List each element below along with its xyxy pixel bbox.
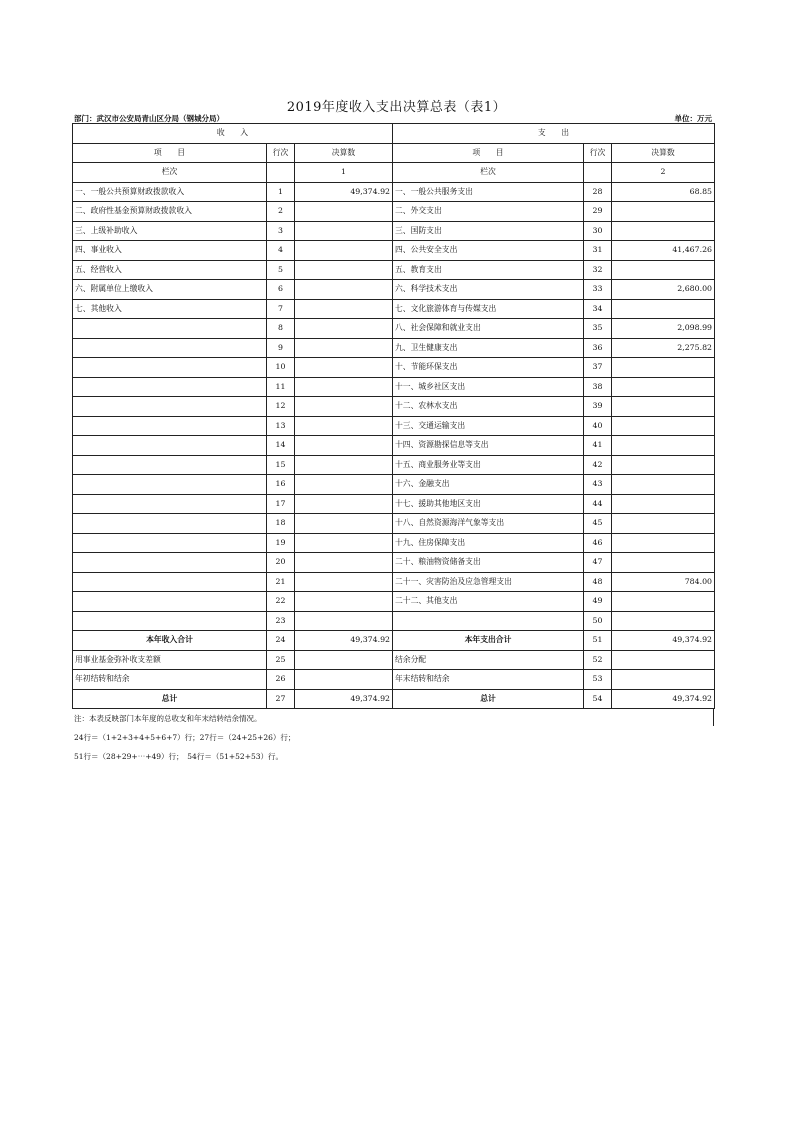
income-amount-cell: [295, 397, 393, 417]
income-row-no-cell: 7: [267, 299, 295, 319]
budget-summary-table: [72, 123, 715, 709]
income-amount-cell: 49,374.92: [295, 182, 393, 202]
table-row: [73, 338, 715, 358]
income-item-cell: [73, 358, 267, 378]
table-row: [73, 494, 715, 514]
empty-cell: [267, 163, 295, 183]
income-row-no-cell: 10: [267, 358, 295, 378]
expense-amount-cell: [612, 475, 715, 495]
expense-amount-cell: [612, 514, 715, 534]
table-edge-line: [713, 708, 714, 726]
total-income-amount-cell: [295, 670, 393, 690]
expense-row-no-header: 行次: [584, 143, 612, 163]
total-income-row-no-cell: 25: [267, 650, 295, 670]
total-expense-row-no-cell: 51: [584, 631, 612, 651]
income-amount-cell: [295, 299, 393, 319]
total-row: [73, 631, 715, 651]
income-section-header: 收 入: [73, 124, 393, 144]
table-row: [73, 592, 715, 612]
table-row: [73, 397, 715, 417]
expense-amount-cell: [612, 397, 715, 417]
expense-item-cell: 十九、住房保障支出: [393, 533, 584, 553]
expense-amount-cell: 2,275.82: [612, 338, 715, 358]
expense-item-cell: 一、一般公共服务支出: [393, 182, 584, 202]
income-amount-cell: [295, 553, 393, 573]
income-amount-cell: [295, 475, 393, 495]
expense-item-cell: 二十二、其他支出: [393, 592, 584, 612]
expense-amount-header: 决算数: [612, 143, 715, 163]
expense-amount-cell: 2,098.99: [612, 319, 715, 339]
expense-amount-cell: [612, 202, 715, 222]
table-row: [73, 260, 715, 280]
expense-item-cell: 二、外交支出: [393, 202, 584, 222]
income-amount-cell: [295, 280, 393, 300]
table-row: [73, 455, 715, 475]
total-expense-amount-cell: 49,374.92: [612, 631, 715, 651]
income-item-cell: [73, 533, 267, 553]
total-expense-amount-cell: [612, 670, 715, 690]
expense-column-label: 栏次: [393, 163, 584, 183]
expense-amount-cell: [612, 377, 715, 397]
income-item-cell: 四、事业收入: [73, 241, 267, 261]
expense-row-no-cell: 35: [584, 319, 612, 339]
expense-amount-cell: [612, 494, 715, 514]
expense-item-cell: 二十一、灾害防治及应急管理支出: [393, 572, 584, 592]
expense-amount-cell: [612, 416, 715, 436]
income-row-no-cell: 16: [267, 475, 295, 495]
expense-amount-cell: 2,680.00: [612, 280, 715, 300]
table-row: [73, 280, 715, 300]
income-item-cell: [73, 514, 267, 534]
total-expense-row-no-cell: 54: [584, 689, 612, 709]
expense-amount-cell: [612, 611, 715, 631]
income-row-no-cell: 2: [267, 202, 295, 222]
income-amount-cell: [295, 338, 393, 358]
total-income-row-no-cell: 26: [267, 670, 295, 690]
income-item-cell: [73, 397, 267, 417]
total-income-item-cell: 用事业基金弥补收支差额: [73, 650, 267, 670]
expense-column-number: 2: [612, 163, 715, 183]
income-amount-cell: [295, 319, 393, 339]
income-row-no-cell: 8: [267, 319, 295, 339]
expense-row-no-cell: 32: [584, 260, 612, 280]
expense-row-no-cell: 43: [584, 475, 612, 495]
column-number-row: [73, 163, 715, 183]
note-line: 51行＝（28+29+⋯+49）行； 54行＝（51+52+53）行。: [74, 752, 284, 761]
expense-row-no-cell: 46: [584, 533, 612, 553]
table-row: [73, 241, 715, 261]
table-row: [73, 514, 715, 534]
expense-row-no-cell: 28: [584, 182, 612, 202]
table-row: [73, 436, 715, 456]
income-row-no-cell: 6: [267, 280, 295, 300]
income-item-cell: [73, 611, 267, 631]
expense-row-no-cell: 33: [584, 280, 612, 300]
note-line: 注：本表反映部门本年度的总收支和年末结转结余情况。: [74, 714, 262, 723]
income-amount-cell: [295, 241, 393, 261]
total-expense-amount-cell: [612, 650, 715, 670]
total-row: [73, 670, 715, 690]
income-item-cell: 五、经营收入: [73, 260, 267, 280]
total-expense-item-cell: 本年支出合计: [393, 631, 584, 651]
page-title: 2019年度收入支出决算总表（表1）: [286, 100, 507, 115]
income-item-cell: [73, 416, 267, 436]
expense-amount-cell: [612, 299, 715, 319]
total-expense-item-cell: 总计: [393, 689, 584, 709]
expense-item-cell: 十七、援助其他地区支出: [393, 494, 584, 514]
table-row: [73, 533, 715, 553]
income-amount-cell: [295, 221, 393, 241]
income-amount-cell: [295, 455, 393, 475]
expense-amount-cell: [612, 533, 715, 553]
income-amount-cell: [295, 416, 393, 436]
table-row: [73, 475, 715, 495]
expense-item-cell: 十八、自然资源海洋气象等支出: [393, 514, 584, 534]
total-income-item-cell: 年初结转和结余: [73, 670, 267, 690]
expense-row-no-cell: 44: [584, 494, 612, 514]
income-column-number: 1: [295, 163, 393, 183]
income-row-no-cell: 4: [267, 241, 295, 261]
department-label: 部门：武汉市公安局青山区分局（钢城分局）: [74, 114, 224, 123]
table-row: [73, 553, 715, 573]
table-row: [73, 611, 715, 631]
income-row-no-cell: 19: [267, 533, 295, 553]
income-row-no-cell: 11: [267, 377, 295, 397]
income-item-cell: 一、一般公共预算财政拨款收入: [73, 182, 267, 202]
expense-row-no-cell: 40: [584, 416, 612, 436]
income-row-no-cell: 3: [267, 221, 295, 241]
expense-row-no-cell: 31: [584, 241, 612, 261]
total-expense-row-no-cell: 53: [584, 670, 612, 690]
expense-item-cell: 三、国防支出: [393, 221, 584, 241]
income-column-label: 栏次: [73, 163, 267, 183]
income-row-no-cell: 1: [267, 182, 295, 202]
income-amount-cell: [295, 202, 393, 222]
income-amount-cell: [295, 377, 393, 397]
income-item-cell: [73, 475, 267, 495]
total-expense-item-cell: 年末结转和结余: [393, 670, 584, 690]
income-row-no-cell: 18: [267, 514, 295, 534]
table-row: [73, 377, 715, 397]
expense-row-no-cell: 36: [584, 338, 612, 358]
income-row-no-cell: 23: [267, 611, 295, 631]
income-item-cell: 六、附属单位上缴收入: [73, 280, 267, 300]
expense-amount-cell: 68.85: [612, 182, 715, 202]
section-header-row: [73, 124, 715, 144]
income-row-no-cell: 14: [267, 436, 295, 456]
total-income-row-no-cell: 27: [267, 689, 295, 709]
expense-row-no-cell: 45: [584, 514, 612, 534]
total-income-item-cell: 本年收入合计: [73, 631, 267, 651]
total-row: [73, 650, 715, 670]
income-item-header: 项 目: [73, 143, 267, 163]
income-item-cell: [73, 494, 267, 514]
income-item-cell: 七、其他收入: [73, 299, 267, 319]
total-row: [73, 689, 715, 709]
table-row: [73, 319, 715, 339]
income-item-cell: [73, 572, 267, 592]
income-amount-cell: [295, 358, 393, 378]
income-item-cell: [73, 319, 267, 339]
table-row: [73, 416, 715, 436]
expense-item-cell: 四、公共安全支出: [393, 241, 584, 261]
expense-row-no-cell: 49: [584, 592, 612, 612]
total-income-item-cell: 总计: [73, 689, 267, 709]
expense-row-no-cell: 38: [584, 377, 612, 397]
expense-amount-cell: [612, 221, 715, 241]
income-row-no-cell: 22: [267, 592, 295, 612]
table-row: [73, 221, 715, 241]
income-row-no-cell: 21: [267, 572, 295, 592]
expense-amount-cell: [612, 455, 715, 475]
income-amount-cell: [295, 533, 393, 553]
expense-amount-cell: [612, 553, 715, 573]
total-income-amount-cell: [295, 650, 393, 670]
expense-item-cell: [393, 611, 584, 631]
expense-amount-cell: [612, 592, 715, 612]
expense-row-no-cell: 37: [584, 358, 612, 378]
expense-row-no-cell: 50: [584, 611, 612, 631]
expense-row-no-cell: 30: [584, 221, 612, 241]
income-item-cell: [73, 377, 267, 397]
total-income-amount-cell: 49,374.92: [295, 631, 393, 651]
income-amount-cell: [295, 260, 393, 280]
expense-item-cell: 十三、交通运输支出: [393, 416, 584, 436]
income-amount-cell: [295, 611, 393, 631]
table-row: [73, 572, 715, 592]
expense-amount-cell: 41,467.26: [612, 241, 715, 261]
income-row-no-cell: 12: [267, 397, 295, 417]
income-item-cell: [73, 553, 267, 573]
income-amount-cell: [295, 436, 393, 456]
income-amount-cell: [295, 494, 393, 514]
expense-item-cell: 十六、金融支出: [393, 475, 584, 495]
income-item-cell: [73, 338, 267, 358]
income-row-no-cell: 20: [267, 553, 295, 573]
total-expense-amount-cell: 49,374.92: [612, 689, 715, 709]
income-row-no-cell: 9: [267, 338, 295, 358]
income-item-cell: [73, 436, 267, 456]
expense-item-cell: 十四、资源勘探信息等支出: [393, 436, 584, 456]
note-line: 24行＝（1+2+3+4+5+6+7）行；27行＝（24+25+26）行；: [74, 733, 296, 742]
expense-amount-cell: 784.00: [612, 572, 715, 592]
income-item-cell: [73, 592, 267, 612]
total-expense-row-no-cell: 52: [584, 650, 612, 670]
total-income-row-no-cell: 24: [267, 631, 295, 651]
income-amount-cell: [295, 572, 393, 592]
total-income-amount-cell: 49,374.92: [295, 689, 393, 709]
unit-label: 单位：万元: [674, 114, 712, 123]
expense-row-no-cell: 41: [584, 436, 612, 456]
income-item-cell: 三、上级补助收入: [73, 221, 267, 241]
expense-item-cell: 九、卫生健康支出: [393, 338, 584, 358]
income-row-no-header: 行次: [267, 143, 295, 163]
expense-row-no-cell: 34: [584, 299, 612, 319]
expense-item-cell: 五、教育支出: [393, 260, 584, 280]
table-row: [73, 358, 715, 378]
expense-row-no-cell: 48: [584, 572, 612, 592]
column-header-row: [73, 143, 715, 163]
expense-row-no-cell: 29: [584, 202, 612, 222]
expense-amount-cell: [612, 260, 715, 280]
expense-item-cell: 十一、城乡社区支出: [393, 377, 584, 397]
expense-item-cell: 二十、粮油物资储备支出: [393, 553, 584, 573]
expense-item-cell: 十二、农林水支出: [393, 397, 584, 417]
income-row-no-cell: 17: [267, 494, 295, 514]
table-row: [73, 182, 715, 202]
expense-row-no-cell: 47: [584, 553, 612, 573]
expense-item-cell: 十五、商业服务业等支出: [393, 455, 584, 475]
income-amount-header: 决算数: [295, 143, 393, 163]
expense-section-header: 支 出: [393, 124, 715, 144]
income-amount-cell: [295, 514, 393, 534]
expense-item-cell: 十、节能环保支出: [393, 358, 584, 378]
expense-item-cell: 八、社会保障和就业支出: [393, 319, 584, 339]
expense-item-cell: 七、文化旅游体育与传媒支出: [393, 299, 584, 319]
empty-cell: [584, 163, 612, 183]
expense-amount-cell: [612, 358, 715, 378]
income-item-cell: [73, 455, 267, 475]
income-row-no-cell: 5: [267, 260, 295, 280]
income-amount-cell: [295, 592, 393, 612]
income-item-cell: 二、政府性基金预算财政拨款收入: [73, 202, 267, 222]
expense-row-no-cell: 42: [584, 455, 612, 475]
income-row-no-cell: 15: [267, 455, 295, 475]
income-row-no-cell: 13: [267, 416, 295, 436]
expense-item-cell: 六、科学技术支出: [393, 280, 584, 300]
expense-amount-cell: [612, 436, 715, 456]
expense-row-no-cell: 39: [584, 397, 612, 417]
total-expense-item-cell: 结余分配: [393, 650, 584, 670]
table-row: [73, 202, 715, 222]
table-row: [73, 299, 715, 319]
expense-item-header: 项 目: [393, 143, 584, 163]
